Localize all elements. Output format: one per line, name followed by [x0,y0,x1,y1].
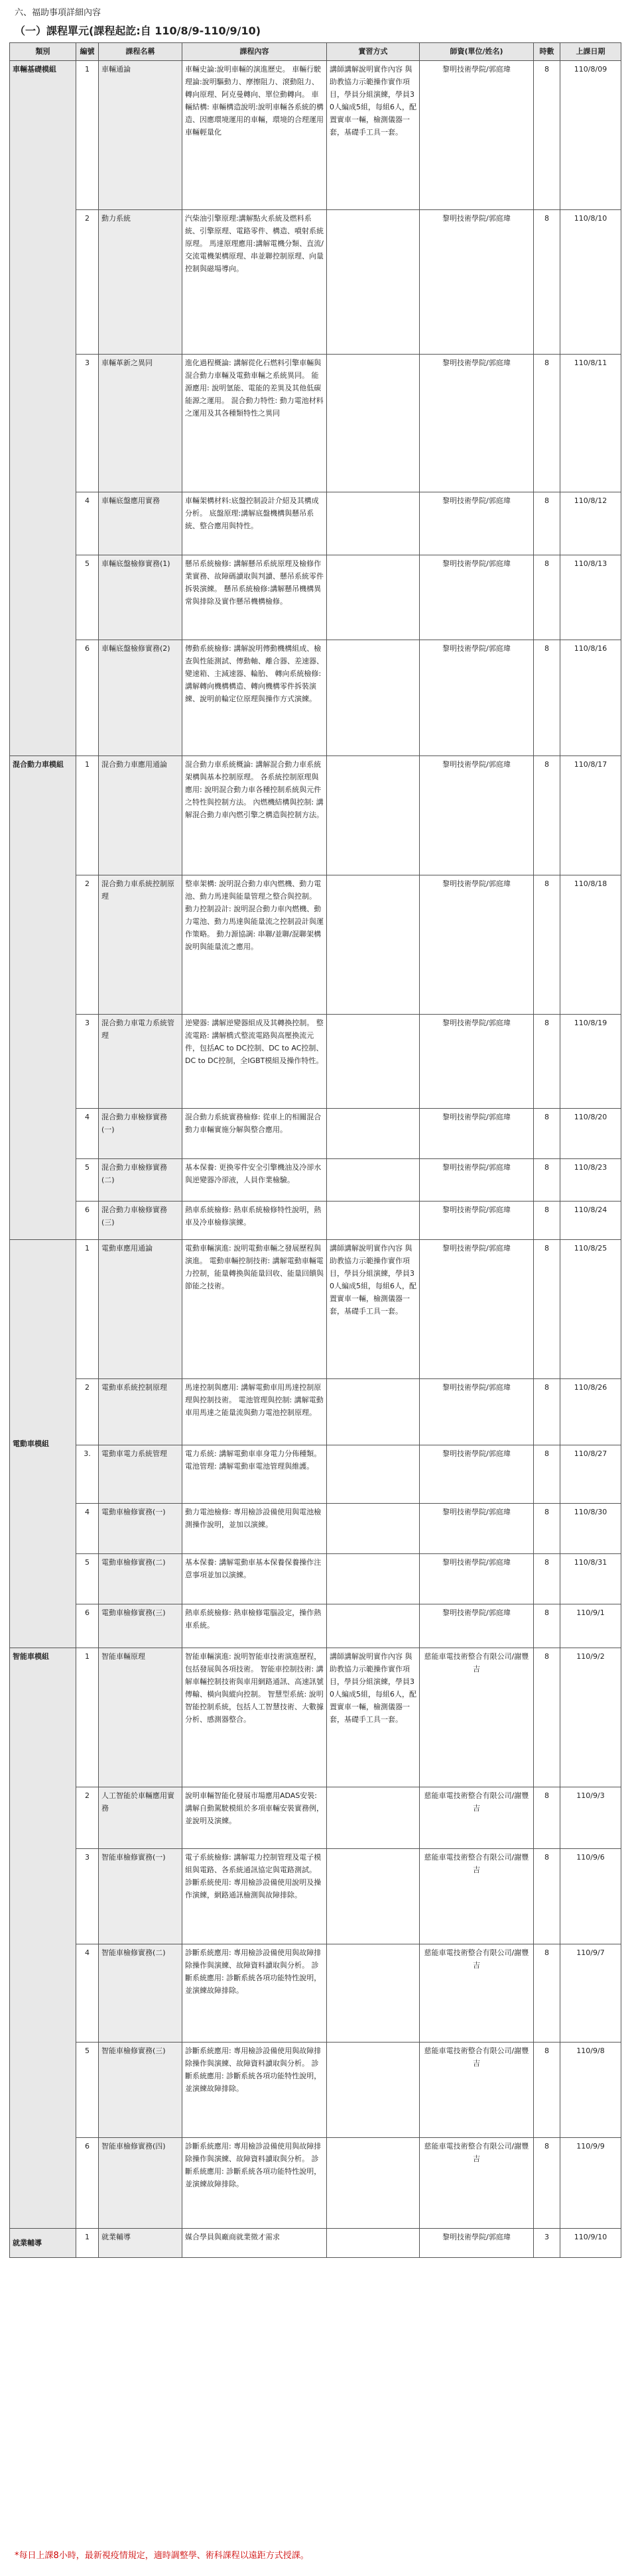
course-name-cell: 智能車檢修實務(四) [99,2138,182,2229]
hours-cell: 8 [534,1554,560,1604]
instructor-cell: 黎明技術學院/郭庭瑋 [420,1015,534,1109]
date-cell: 110/9/3 [560,1787,621,1849]
document-title: （一）課程單元(課程起訖:自 110/8/9-110/9/10) [15,25,261,37]
date-cell: 110/8/19 [560,1015,621,1109]
table-body [10,61,621,2258]
number-cell: 5 [76,1554,99,1604]
date-cell: 110/8/24 [560,1202,621,1240]
table-row [10,1379,621,1445]
column-header-category: 類別 [10,43,76,61]
date-cell: 110/8/23 [560,1159,621,1202]
course-name-cell: 車輛革新之異同 [99,355,182,492]
practice-method-cell [327,210,420,355]
date-cell: 110/8/10 [560,210,621,355]
course-content-cell: 動力電池檢修: 專用檢診設備使用與電池檢測操作說明，並加以演練。 [182,1504,327,1554]
course-name-cell: 智能車檢修實務(二) [99,1944,182,2043]
hours-cell: 8 [534,1849,560,1944]
table-row [10,555,621,640]
hours-cell: 8 [534,875,560,1015]
practice-method-cell [327,1379,420,1445]
hours-cell: 8 [534,1445,560,1504]
table-row [10,355,621,492]
hours-cell: 3 [534,2229,560,2258]
instructor-cell: 黎明技術學院/郭庭瑋 [420,1604,534,1648]
course-name-cell: 電動車檢修實務(二) [99,1554,182,1604]
number-cell: 1 [76,1648,99,1787]
practice-method-cell [327,1944,420,2043]
instructor-cell: 黎明技術學院/郭庭瑋 [420,1504,534,1554]
hours-cell: 8 [534,2043,560,2138]
hours-cell: 8 [534,1015,560,1109]
number-cell: 6 [76,1604,99,1648]
course-name-cell: 電動車檢修實務(三) [99,1604,182,1648]
practice-method-cell [327,1015,420,1109]
date-cell: 110/9/9 [560,2138,621,2229]
course-name-cell: 電動車應用通論 [99,1240,182,1379]
table-row [10,492,621,555]
hours-cell: 8 [534,1109,560,1159]
table-row [10,1445,621,1504]
course-content-cell: 車輛架構材料:底盤控制設計介紹及其構成分析。 底盤原理:講解底盤機構與懸吊系統、整合應用與特性。 [182,492,327,555]
hours-cell: 8 [534,1379,560,1445]
course-name-cell: 電動車系統控制原理 [99,1379,182,1445]
course-name-cell: 動力系統 [99,210,182,355]
table-row [10,1202,621,1240]
date-cell: 110/9/10 [560,2229,621,2258]
course-name-cell: 就業輔導 [99,2229,182,2258]
number-cell: 6 [76,2138,99,2229]
date-cell: 110/8/16 [560,640,621,756]
table-row [10,1604,621,1648]
hours-cell: 8 [534,355,560,492]
practice-method-cell [327,1159,420,1202]
date-cell: 110/8/26 [560,1379,621,1445]
table-row [10,2043,621,2138]
date-cell: 110/8/30 [560,1504,621,1554]
table-row [10,756,621,875]
number-cell: 4 [76,1504,99,1554]
course-content-cell: 混合動力系統實務檢修: 從車上的相關混合動力車輛實施分解與整合應用。 [182,1109,327,1159]
practice-method-cell [327,1445,420,1504]
footnote: *每日上課8小時，最新視疫情規定，適時調整學、術科課程以遠距方式授課。 [15,2551,309,2561]
category-cell: 就業輔導 [10,2229,76,2258]
course-content-cell: 傳動系統檢修: 講解說明傳動機構組成、檢查與性能測試、傳動軸、離合器、差速器、變速箱、主減速器、輪胎、 轉向系統檢修: 講解轉向機構構造、轉向機構零件拆裝演練、說明前輪定位原理與操作方式演練。 [182,640,327,756]
date-cell: 110/9/8 [560,2043,621,2138]
course-content-cell: 診斷系統應用: 專用檢診設備使用與故障排除操作與演練、故障資料讀取與分析。 診斷系統應用: 診斷系統各項功能特性說明，並演練故障排除。 [182,2043,327,2138]
number-cell: 3 [76,1015,99,1109]
number-cell: 4 [76,1944,99,2043]
instructor-cell: 慈能車電技術整合有限公司/謝豐吉 [420,1849,534,1944]
course-name-cell: 智能車檢修實務(三) [99,2043,182,2138]
date-cell: 110/8/20 [560,1109,621,1159]
date-cell: 110/8/17 [560,756,621,875]
course-content-cell: 電動車輛演進: 說明電動車輛之發展歷程與演進。 電動車輛控制技術: 講解電動車輛電力控制，能量轉換與能量回收、能量回饋與節能之技術。 [182,1240,327,1379]
column-header-instructor: 師資(單位/姓名) [420,43,534,61]
date-cell: 110/8/13 [560,555,621,640]
date-cell: 110/9/1 [560,1604,621,1648]
hours-cell: 8 [534,492,560,555]
instructor-cell: 黎明技術學院/郭庭瑋 [420,210,534,355]
date-cell: 110/8/18 [560,875,621,1015]
course-name-cell: 車輛底盤檢修實務(2) [99,640,182,756]
course-name-cell: 人工智能於車輛應用實務 [99,1787,182,1849]
hours-cell: 8 [534,555,560,640]
course-name-cell: 智能車輛原理 [99,1648,182,1787]
number-cell: 4 [76,492,99,555]
date-cell: 110/8/27 [560,1445,621,1504]
course-name-cell: 電動車電力系統管理 [99,1445,182,1504]
hours-cell: 8 [534,1648,560,1787]
practice-method-cell [327,1554,420,1604]
hours-cell: 8 [534,1202,560,1240]
course-content-cell: 懸吊系統檢修: 講解懸吊系統原理及檢修作業實務、故障碼讀取與判讀、懸吊系統零件拆裝演練。 懸吊系統檢修:講解懸吊機構異常與排除及實作懸吊機構檢修。 [182,555,327,640]
category-cell: 智能車模組 [10,1648,76,2229]
date-cell: 110/8/09 [560,61,621,210]
course-content-cell: 診斷系統應用: 專用檢診設備使用與故障排除操作與演練、故障資料讀取與分析。 診斷系統應用: 診斷系統各項功能特性說明，並演練故障排除。 [182,2138,327,2229]
hours-cell: 8 [534,1240,560,1379]
hours-cell: 8 [534,756,560,875]
course-content-cell: 整車架構: 說明混合動力車內燃機、動力電池、動力馬達與能量管理之整合與控制。 動力控制設計: 說明混合動力車內燃機、動力電池、動力馬達與能量流之控制設計與運作策略。 動力源協調: 串聯/並聯/混聯架構說明與能量流之應用。 [182,875,327,1015]
column-header-practice-method: 實習方式 [327,43,420,61]
instructor-cell: 黎明技術學院/郭庭瑋 [420,1554,534,1604]
course-content-cell: 馬達控制與應用: 講解電動車用馬達控制原理與控制技術。 電池管理與控制: 講解電動車用馬達之能量流與動力電池控制原理。 [182,1379,327,1445]
number-cell: 6 [76,640,99,756]
course-name-cell: 車輛底盤應用實務 [99,492,182,555]
number-cell: 5 [76,1159,99,1202]
course-name-cell: 混合動力車檢修實務(二) [99,1159,182,1202]
practice-method-cell [327,1787,420,1849]
practice-method-cell [327,1202,420,1240]
practice-method-cell [327,2138,420,2229]
course-name-cell: 車輛底盤檢修實務(1) [99,555,182,640]
course-schedule-table [9,42,621,2258]
number-cell: 5 [76,555,99,640]
practice-method-cell [327,1604,420,1648]
number-cell: 1 [76,756,99,875]
course-content-cell: 熱車系統檢修: 熱車檢修電腦設定，操作熱車系統。 [182,1604,327,1648]
course-content-cell: 電子系統檢修: 講解電力控制管理及電子模組與電路、各系統通訊協定與電路測試。 診斷系統使用: 專用檢診設備使用說明及操作演練，網路通訊檢測與故障排除。 [182,1849,327,1944]
course-content-cell: 進化過程概論: 講解從化石燃料引擎車輛與混合動力車輛及電動車輛之系統異同。 能源應用: 說明氫能、電能的差異及其他低碳能源之運用。 混合動力特性: 動力電池材料之運用及其各種類特性之異同 [182,355,327,492]
course-content-cell: 基本保養: 更換零件安全引擎機油及冷卻水與逆變器冷卻液，人員作業檢驗。 [182,1159,327,1202]
instructor-cell: 黎明技術學院/郭庭瑋 [420,2229,534,2258]
number-cell: 4 [76,1109,99,1159]
practice-method-cell [327,355,420,492]
instructor-cell: 黎明技術學院/郭庭瑋 [420,875,534,1015]
number-cell: 5 [76,2043,99,2138]
date-cell: 110/8/11 [560,355,621,492]
table-row [10,1240,621,1379]
hours-cell: 8 [534,640,560,756]
instructor-cell: 黎明技術學院/郭庭瑋 [420,756,534,875]
instructor-cell: 慈能車電技術整合有限公司/謝豐吉 [420,1787,534,1849]
course-name-cell: 電動車檢修實務(一) [99,1504,182,1554]
date-cell: 110/8/31 [560,1554,621,1604]
number-cell: 6 [76,1202,99,1240]
instructor-cell: 黎明技術學院/郭庭瑋 [420,1202,534,1240]
practice-method-cell [327,492,420,555]
course-name-cell: 智能車檢修實務(一) [99,1849,182,1944]
course-content-cell: 車輛史論:說明車輛的演進歷史。 車輛行駛理論:說明驅動力、摩擦阻力、滾動阻力、轉向原理、阿克曼轉向、單位動轉向。 車輛結構: 車輛構造說明:說明車輛各系統的構造、因應環境運用的車輛，環境的合理運用車輛輕量化 [182,61,327,210]
hours-cell: 8 [534,1604,560,1648]
course-content-cell: 混合動力車系統概論: 講解混合動力車系統架構與基本控制原理。 各系統控制原理與應用: 說明混合動力車各種控制系統與元件之特性與控制方法。 內燃機結構與控制: 講解混合動力車內燃引擎之構造與控制方法。 [182,756,327,875]
instructor-cell: 慈能車電技術整合有限公司/謝豐吉 [420,2138,534,2229]
category-cell: 車輛基礎模組 [10,61,76,756]
instructor-cell: 黎明技術學院/郭庭瑋 [420,1109,534,1159]
number-cell: 2 [76,1787,99,1849]
table-row [10,1109,621,1159]
number-cell: 1 [76,61,99,210]
table-row [10,1944,621,2043]
practice-method-cell: 講師講解說明實作內容 與助教協力示範操作實作項目，學員分組演練，學員30人編成5組，每組6人，配置實車一輛，檢測儀器一套，基礎手工具一套。 [327,1648,420,1787]
course-name-cell: 混合動力車應用通論 [99,756,182,875]
number-cell: 3 [76,1849,99,1944]
course-name-cell: 混合動力車檢修實務(三) [99,1202,182,1240]
course-name-cell: 混合動力車電力系統管理 [99,1015,182,1109]
course-content-cell: 基本保養: 講解電動車基本保養保養操作注意事項並加以演練。 [182,1554,327,1604]
number-cell: 2 [76,210,99,355]
instructor-cell: 慈能車電技術整合有限公司/謝豐吉 [420,2043,534,2138]
date-cell: 110/9/7 [560,1944,621,2043]
hours-cell: 8 [534,2138,560,2229]
table-row [10,1015,621,1109]
number-cell: 3 [76,355,99,492]
practice-method-cell [327,555,420,640]
table-row [10,1787,621,1849]
category-cell: 混合動力車模組 [10,756,76,1240]
practice-method-cell [327,1849,420,1944]
table-row [10,640,621,756]
practice-method-cell: 講師講解說明實作內容 與助教協力示範操作實作項目，學員分組演練，學員30人編成5組，每組6人，配置實車一輛，檢測儀器一套，基礎手工具一套。 [327,1240,420,1379]
instructor-cell: 黎明技術學院/郭庭瑋 [420,640,534,756]
instructor-cell: 黎明技術學院/郭庭瑋 [420,61,534,210]
table-row [10,1554,621,1604]
table-row [10,210,621,355]
practice-method-cell [327,640,420,756]
hours-cell: 8 [534,1944,560,2043]
instructor-cell: 慈能車電技術整合有限公司/謝豐吉 [420,1648,534,1787]
course-content-cell: 媒合學員與廠商就業徵才需求 [182,2229,327,2258]
course-name-cell: 混合動力車檢修實務(一) [99,1109,182,1159]
course-content-cell: 智能車輛演進: 說明智能車技術演進歷程，包括發展與各項技術。 智能車控制技術: 講解車輛控制技術與車用網路通訊、高速訊號傳輸、橫向與縱向控制。 智慧型系統: 說明智能控制系統，包括人工智慧技術、大數據分析、感測器整合。 [182,1648,327,1787]
table-row [10,875,621,1015]
practice-method-cell [327,756,420,875]
practice-method-cell: 講師講解說明實作內容 與助教協力示範操作實作項目，學員分組演練，學員30人編成5組，每組6人，配置實車一輛，檢測儀器一套，基礎手工具一套。 [327,61,420,210]
column-header-number: 編號 [76,43,99,61]
table-row [10,2229,621,2258]
practice-method-cell [327,2043,420,2138]
instructor-cell: 黎明技術學院/郭庭瑋 [420,1379,534,1445]
date-cell: 110/8/12 [560,492,621,555]
course-content-cell: 說明車輛智能化發展市場應用ADAS安裝: 講解自動駕駛模組於多項車輛安裝實務例，並說明及演練。 [182,1787,327,1849]
column-header-hours: 時數 [534,43,560,61]
instructor-cell: 黎明技術學院/郭庭瑋 [420,1240,534,1379]
practice-method-cell [327,1109,420,1159]
number-cell: 2 [76,1379,99,1445]
hours-cell: 8 [534,1159,560,1202]
practice-method-cell [327,2229,420,2258]
course-name-cell: 車輛通論 [99,61,182,210]
number-cell: 1 [76,1240,99,1379]
hours-cell: 8 [534,210,560,355]
instructor-cell: 黎明技術學院/郭庭瑋 [420,355,534,492]
course-content-cell: 電力系統: 講解電動車車身電力分佈種類。 電池管理: 講解電動車電池管理與維護。 [182,1445,327,1504]
column-header-course-content: 課程內容 [182,43,327,61]
table-row [10,1849,621,1944]
number-cell: 1 [76,2229,99,2258]
number-cell: 3. [76,1445,99,1504]
instructor-cell: 慈能車電技術整合有限公司/謝豐吉 [420,1944,534,2043]
table-row [10,2138,621,2229]
document-header: 六、福助事項詳細內容 [15,8,101,18]
category-cell: 電動車模組 [10,1240,76,1648]
course-content-cell: 診斷系統應用: 專用檢診設備使用與故障排除操作與演練、故障資料讀取與分析。 診斷系統應用: 診斷系統各項功能特性說明，並演練故障排除。 [182,1944,327,2043]
course-content-cell: 逆變器: 講解逆變器組成及其轉換控制。 整流電路: 講解橋式整流電路與高壓換流元件，包括AC to DC控制、DC to AC控制、DC to DC控制，全IGBT模組及操作特性。 [182,1015,327,1109]
date-cell: 110/9/6 [560,1849,621,1944]
hours-cell: 8 [534,1787,560,1849]
practice-method-cell [327,875,420,1015]
date-cell: 110/9/2 [560,1648,621,1787]
instructor-cell: 黎明技術學院/郭庭瑋 [420,492,534,555]
column-header-date: 上課日期 [560,43,621,61]
column-header-course-name: 課程名稱 [99,43,182,61]
instructor-cell: 黎明技術學院/郭庭瑋 [420,1445,534,1504]
table-row [10,61,621,210]
course-content-cell: 汽柴油引擎原理:講解點火系統及燃料系統、引擎原理、電路零件、構造、噴射系統原理。 馬達原理應用:講解電機分類、直流/交流電機架構原理、串並聯控制原理、向量控制與磁場導向。 [182,210,327,355]
number-cell: 2 [76,875,99,1015]
instructor-cell: 黎明技術學院/郭庭瑋 [420,1159,534,1202]
course-content-cell: 熱車系統檢修: 熱車系統檢修特性說明，熱車及冷車檢修演練。 [182,1202,327,1240]
hours-cell: 8 [534,1504,560,1554]
table-row [10,1504,621,1554]
hours-cell: 8 [534,61,560,210]
date-cell: 110/8/25 [560,1240,621,1379]
practice-method-cell [327,1504,420,1554]
table-row [10,1648,621,1787]
course-name-cell: 混合動力車系統控制原理 [99,875,182,1015]
instructor-cell: 黎明技術學院/郭庭瑋 [420,555,534,640]
table-header-row [10,43,621,61]
table-row [10,1159,621,1202]
